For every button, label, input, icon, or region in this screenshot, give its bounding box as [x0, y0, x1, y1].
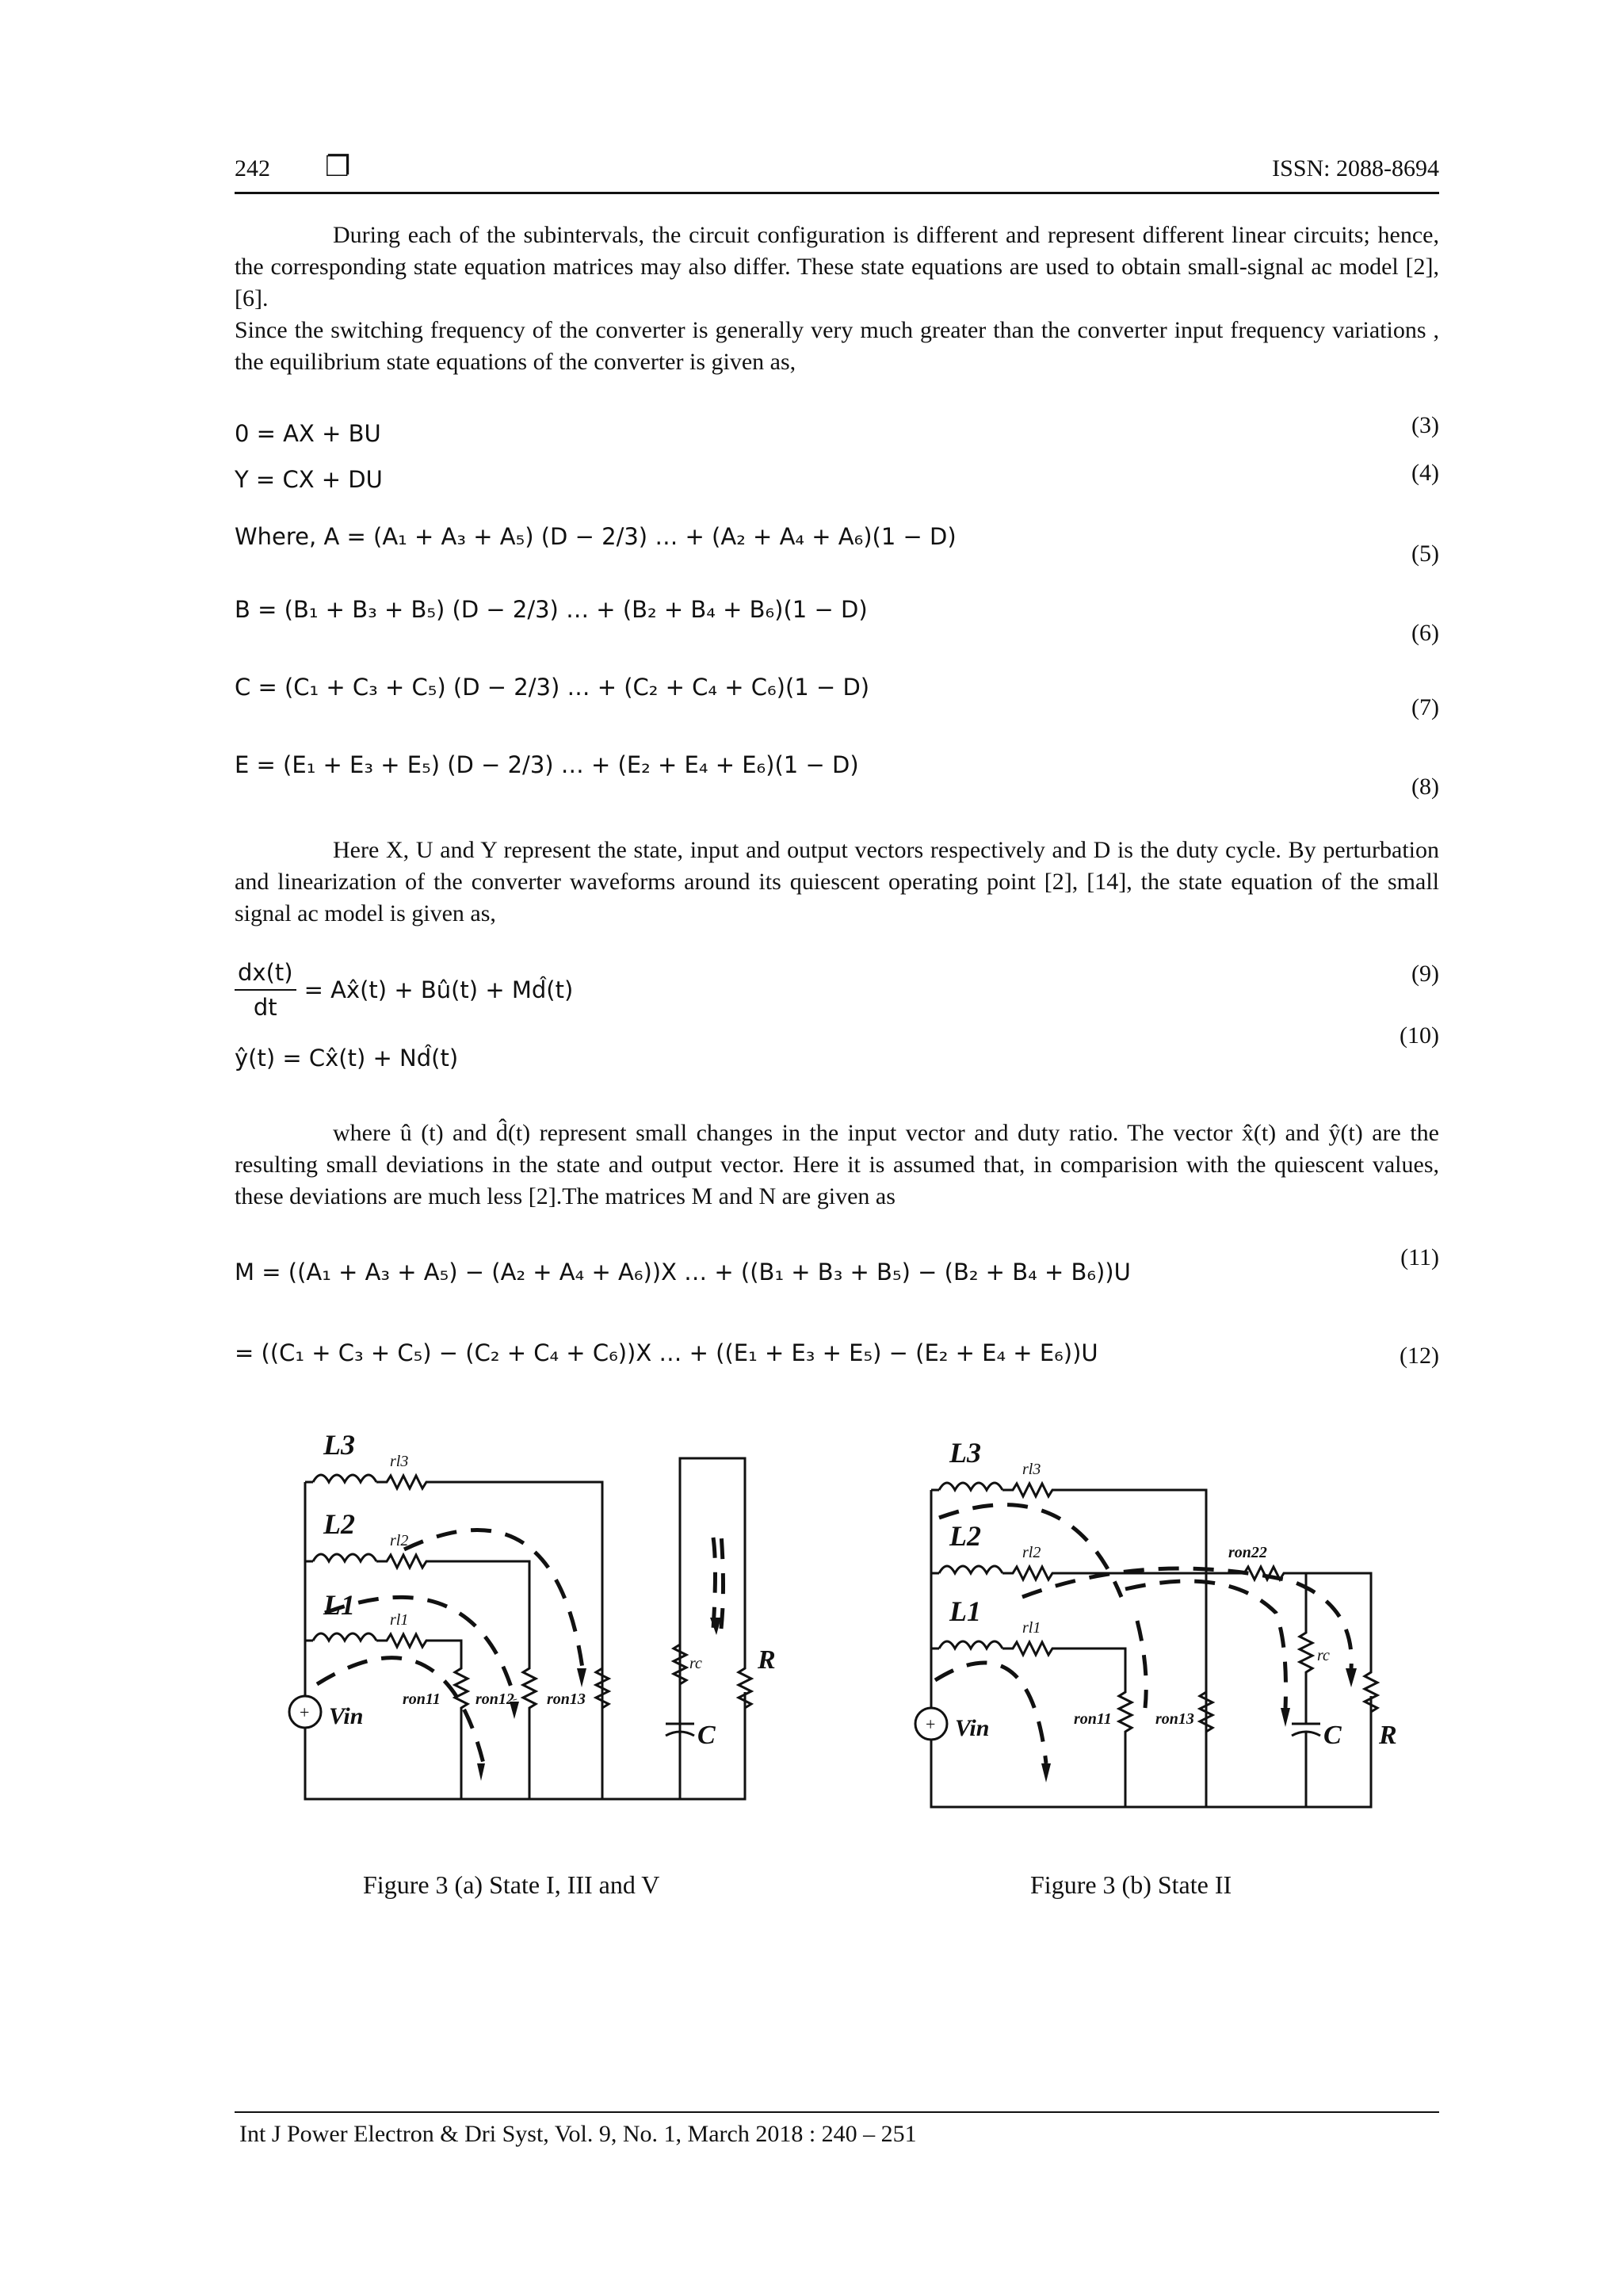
- label-rl3: rl3: [390, 1453, 409, 1470]
- current-path-arrows: [935, 1505, 1351, 1763]
- paragraph-text: where û (t) and d̂(t) represent small changes in the input vector and duty ratio. The vector x̂(t) and ŷ(t) are the resulting small deviations in the state and output vector. Here it is assumed that, in comparision with the quiescent values, these deviations are much less [2].The matrices M and N are given as: [235, 1120, 1439, 1209]
- label-ron12: ron12: [475, 1690, 514, 1708]
- resistor-rc-icon: [1300, 1573, 1312, 1724]
- equation-number: (9): [1411, 961, 1439, 987]
- box-icon: ❐: [325, 151, 351, 183]
- paragraph-intro: [235, 220, 1439, 378]
- label-l1: L1: [949, 1595, 981, 1627]
- label-rl2: rl2: [390, 1532, 409, 1549]
- equation-number: (3): [1411, 412, 1439, 438]
- label-l2: L2: [949, 1520, 981, 1552]
- page-number: 242: [235, 155, 270, 181]
- label-r: R: [1379, 1721, 1397, 1750]
- label-l3: L3: [949, 1437, 981, 1469]
- label-vin: Vin: [955, 1715, 990, 1741]
- circuit-diagram-a: [285, 1431, 777, 1819]
- svg-text:+: +: [926, 1714, 936, 1734]
- issn: ISSN: 2088-8694: [1272, 155, 1439, 181]
- fraction: [235, 959, 296, 1021]
- resistor-ron13-icon: [1200, 1692, 1212, 1732]
- equation-7: C = (C₁ + C₃ + C₅) (D − 2/3) … + (C₂ + C₄ + C₆)(1 − D): [235, 674, 870, 701]
- equation-12: = ((C₁ + C₃ + C₅) − (C₂ + C₄ + C₆))X … + ((E₁ + E₃ + E₅) − (E₂ + E₄ + E₆))U: [235, 1339, 1098, 1366]
- svg-text:+: +: [300, 1702, 310, 1722]
- equation-number: (11): [1400, 1244, 1439, 1270]
- paragraph-small-signal: [235, 1117, 1439, 1213]
- label-ron13: ron13: [547, 1690, 586, 1708]
- label-rl2: rl2: [1022, 1544, 1041, 1561]
- label-rl1: rl1: [390, 1611, 409, 1629]
- equation-6: B = (B₁ + B₃ + B₅) (D − 2/3) … + (B₂ + B₄ + B₆)(1 − D): [235, 596, 868, 623]
- equation-11: M = ((A₁ + A₃ + A₅) − (A₂ + A₄ + A₆))X … + ((B₁ + B₃ + B₅) − (B₂ + B₄ + B₆))U: [235, 1259, 1131, 1286]
- equation-number: (6): [1411, 620, 1439, 646]
- equation-number: (8): [1411, 774, 1439, 800]
- label-rl1: rl1: [1022, 1619, 1041, 1637]
- equation-4: Y = CX + DU: [235, 466, 383, 493]
- resistor-ron22-icon: [1002, 1567, 1377, 1712]
- label-ron22: ron22: [1228, 1544, 1267, 1561]
- resistor-ron12-icon: [376, 1555, 536, 1799]
- label-c: C: [697, 1721, 716, 1750]
- equation-rhs: = Ax̂(t) + Bû(t) + Md̂(t): [304, 976, 574, 1003]
- fraction-numerator: dx(t): [235, 959, 296, 991]
- equation-number: (4): [1411, 460, 1439, 486]
- inductor-l3-icon: [939, 1483, 1002, 1490]
- paragraph-text: During each of the subintervals, the circuit configuration is different and represent different linear circuits; hence, the corresponding state equation matrices may also differ. These state equations are used to obtain small-signal ac model [2], [6].: [235, 222, 1439, 311]
- label-rl3: rl3: [1022, 1461, 1041, 1478]
- figure-caption-a: Figure 3 (a) State I, III and V: [363, 1870, 660, 1899]
- fraction-denominator: dt: [253, 994, 277, 1021]
- equation-number: (12): [1400, 1343, 1439, 1369]
- inductor-l1-icon: [313, 1633, 376, 1641]
- resistor-ron13-icon: [596, 1668, 609, 1708]
- footer-rule: [235, 2111, 1439, 2113]
- label-l3: L3: [323, 1431, 355, 1461]
- footer-citation: Int J Power Electron & Dri Syst, Vol. 9, No. 1, March 2018 : 240 – 251: [239, 2121, 917, 2147]
- paragraph-text: Here X, U and Y represent the state, input and output vectors respectively and D is the duty cycle. By perturbation and linearization of the converter waveforms around its quiescent operating point [2], [14], the state equation of the small signal ac model is given as,: [235, 837, 1439, 926]
- equation-number: (10): [1400, 1022, 1439, 1049]
- label-c: C: [1323, 1721, 1342, 1750]
- inductor-l1-icon: [939, 1641, 1002, 1648]
- inductor-l2-icon: [939, 1566, 1002, 1573]
- label-r: R: [758, 1645, 776, 1675]
- equation-number: (7): [1411, 694, 1439, 720]
- figure-caption-b: Figure 3 (b) State II: [1030, 1870, 1232, 1899]
- equation-8: E = (E₁ + E₃ + E₅) (D − 2/3) … + (E₂ + E₄ + E₆)(1 − D): [235, 751, 859, 778]
- capacitor-icon: [1292, 1724, 1320, 1807]
- label-ron11: ron11: [403, 1690, 441, 1708]
- label-l1: L1: [323, 1589, 355, 1621]
- header-rule: [235, 192, 1439, 194]
- label-vin: Vin: [329, 1703, 364, 1729]
- current-path-arrows: [317, 1530, 724, 1763]
- equation-5: Where, A = (A₁ + A₃ + A₅) (D − 2/3) … + (A₂ + A₄ + A₆)(1 − D): [235, 523, 957, 550]
- paragraph-perturbation: [235, 835, 1439, 930]
- label-l2: L2: [323, 1508, 355, 1540]
- equation-number: (5): [1411, 541, 1439, 567]
- label-rc: rc: [689, 1655, 702, 1672]
- resistor-rl3-icon: [376, 1476, 602, 1799]
- equation-10: ŷ(t) = Cx̂(t) + Nd̂(t): [235, 1045, 459, 1072]
- paragraph-text: Since the switching frequency of the converter is generally very much greater than the converter input frequency variations , the equilibrium state equations of the converter is given as,: [235, 317, 1439, 375]
- equation-9: [235, 959, 573, 1021]
- label-ron11: ron11: [1074, 1710, 1112, 1728]
- inductor-l2-icon: [313, 1554, 376, 1561]
- circuit-diagram-b: [911, 1431, 1403, 1819]
- equation-3: 0 = AX + BU: [235, 420, 381, 447]
- label-ron13: ron13: [1155, 1710, 1194, 1728]
- label-rc: rc: [1317, 1647, 1330, 1664]
- inductor-l3-icon: [313, 1475, 376, 1482]
- resistor-ron11-icon: [1002, 1642, 1132, 1807]
